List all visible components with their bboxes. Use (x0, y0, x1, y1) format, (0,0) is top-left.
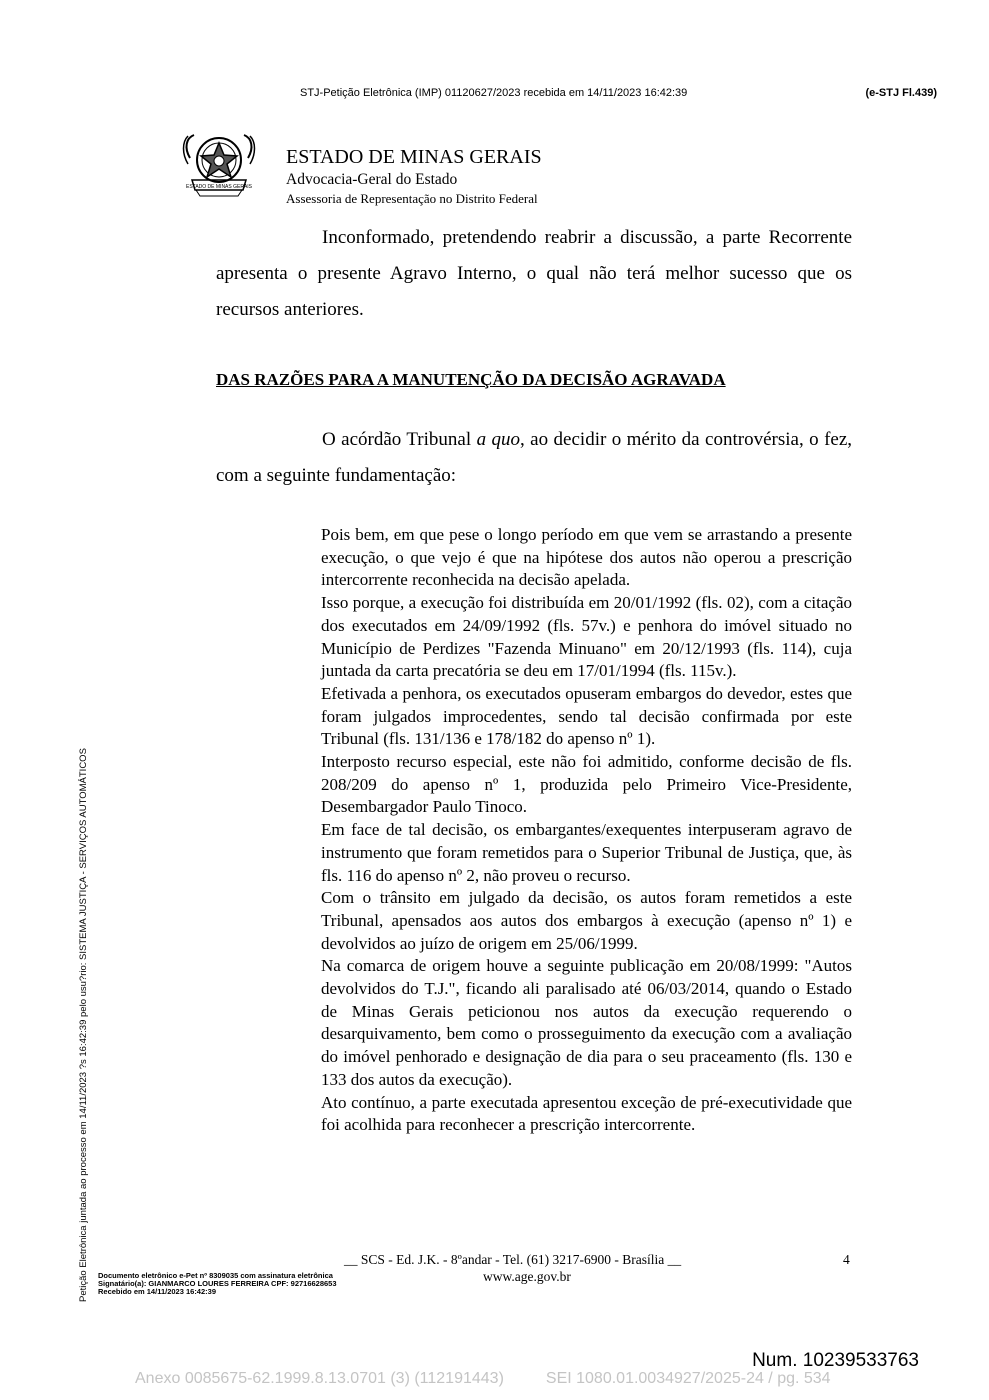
quote-paragraph: Com o trânsito em julgado da decisão, os autos foram remetidos a este Tribunal, apensados aos autos dos embargos à execução (apenso nº 1) e devolvidos ao juízo de origem em 25/06/1999. (321, 888, 852, 953)
header-state: ESTADO DE MINAS GERAIS (286, 146, 542, 168)
quote-paragraph: Em face de tal decisão, os embargantes/exequentes interpuseram agravo de instrumento que foram remetidos para o Superior Tribunal de Justiça, que, às fls. 116 do apenso nº 2, não proveu o recurso. (321, 820, 852, 885)
quote-paragraph: Pois bem, em que pese o longo período em que vem se arrastando a presente execução, o que vejo é que na hipótese dos autos não operou a prescrição intercorrente reconhecida na decisão apelada. (321, 525, 852, 590)
intro-rest: Recorrente apresenta o presente Agravo Interno, o qual não terá melhor sucesso que os recursos anteriores. (216, 227, 853, 320)
block-quote (321, 524, 852, 1137)
petition-stamp: STJ-Petição Eletrônica (IMP) 01120627/2023 recebida em 14/11/2023 16:42:39 (300, 87, 688, 99)
signature-block (98, 1272, 337, 1296)
footer-url: www.age.gov.br (483, 1269, 571, 1284)
side-stamp: Petição Eletrônica juntada ao processo em 14/11/2023 ?s 16:42:39 pelo usu?rio: SISTEMA JUSTIÇA - SERVIÇOS AUTOMÁTICOS (78, 748, 89, 1302)
quote-paragraph: Interposto recurso especial, este não foi admitido, conforme decisão de fls. 208/209 do apenso nº 1, produzida pelo Primeiro Vice-Presidente, Desembargador Paulo Tinoco. (321, 752, 852, 817)
folio-number: (e-STJ Fl.439) (865, 87, 937, 99)
lead-italic: a quo (476, 429, 520, 450)
intro-paragraph (216, 220, 852, 328)
footer-address: __ SCS - Ed. J.K. - 8ºandar - Tel. (61) 3217-6900 - Brasília __ (344, 1252, 682, 1267)
header-agency: Advocacia-Geral do Estado (286, 171, 458, 188)
lead-rest: o fez, com a seguinte fundamentação: (216, 429, 853, 486)
section-title: DAS RAZÕES PARA A MANUTENÇÃO DA DECISÃO AGRAVADA (216, 370, 726, 389)
annex-right: SEI 1080.01.0034927/2025-24 / pg. 534 (545, 1370, 831, 1387)
annex-watermark (135, 1370, 831, 1388)
page-number: 4 (843, 1252, 850, 1267)
lead-before: O acórdão Tribunal (322, 429, 477, 450)
signature-line: Documento eletrônico e-Pet nº 8309035 com assinatura eletrônica (98, 1271, 333, 1280)
signature-line: Recebido em 14/11/2023 16:42:39 (98, 1287, 216, 1296)
state-seal-icon (180, 130, 258, 200)
quote-paragraph: Ato contínuo, a parte executada apresentou exceção de pré-executividade que foi acolhida para reconhecer a prescrição intercorrente. (321, 1092, 852, 1135)
seal-text: ESTADO DE MINAS GERAIS (185, 184, 253, 190)
signature-line: Signatário(a): GIANMARCO LOURES FERREIRA CPF: 92716628653 (98, 1279, 337, 1288)
quote-paragraph: Efetivada a penhora, os executados opuseram embargos do devedor, estes que foram julgados improcedentes, sendo tal decisão confirmada por este Tribunal (fls. 131/136 e 178/182 do apenso nº 1). (321, 683, 852, 749)
intro-first-line: Inconformado, pretendendo reabrir a discussão, a parte (322, 227, 761, 248)
annex-left: Anexo 0085675-62.1999.8.13.0701 (3) (112191443) (135, 1370, 504, 1387)
quote-paragraph: Na comarca de origem houve a seguinte publicação em 20/08/1999: "Autos devolvidos do T.J.", ficando ali paralisado até 06/03/2014, quando o Estado de Minas Gerais peticionou nos autos da execução requerendo o desarquivamento, bem como o prosseguimento da execução com a avaliação do imóvel penhorado e designação de dia para o seu praceamento (fls. 130 e 133 dos autos da execução). (321, 956, 852, 1089)
lead-after: , ao decidir o mérito da controvérsia, (520, 429, 804, 450)
document-number: Num. 10239533763 (752, 1350, 919, 1371)
header-office: Assessoria de Representação no Distrito Federal (286, 191, 538, 206)
quote-paragraph: Isso porque, a execução foi distribuída em 20/01/1992 (fls. 02), com a citação dos executados em 24/09/1992 (fls. 57v.) e penhora do imóvel situado no Município de Perdizes "Fazenda Minuano" em 20/12/1993 (fls. 114), cuja juntada da carta precatória se deu em 17/01/1994 (fls. 115v.). (321, 593, 852, 681)
lead-paragraph (216, 422, 852, 494)
